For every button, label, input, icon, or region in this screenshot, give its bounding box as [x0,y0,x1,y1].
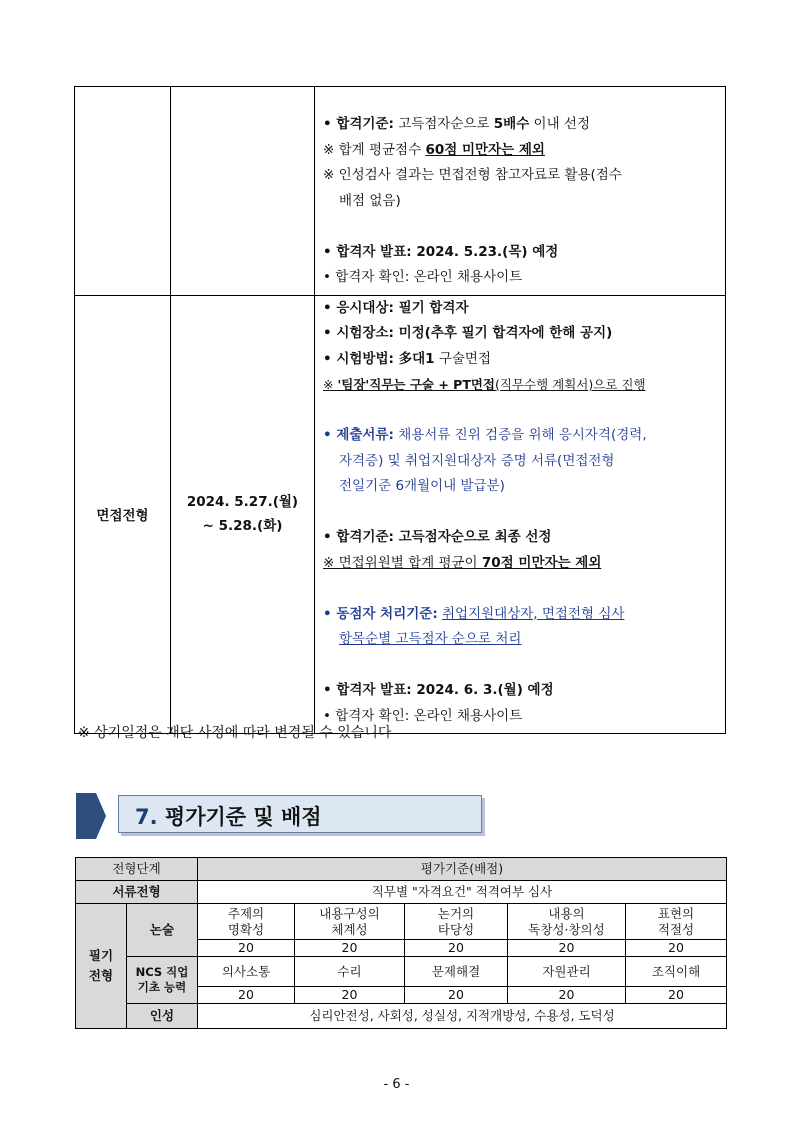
essay-item-4: 내용의 독창성·창의성 [508,904,626,940]
line-tie-break: • 동점자 처리기준: 취업지원대상자, 면접전형 심사 [323,605,625,622]
ncs-item-2: 수리 [295,957,405,987]
essay-score-5: 20 [626,940,727,957]
schedule-date-cell-empty [171,87,315,296]
schedule-note: ※ 상기일정은 재단 사정에 따라 변경될 수 있습니다 [78,725,392,741]
line-pass-criteria: • 합격기준: 고득점자순으로 5배수 이내 선정 [323,116,591,132]
line-tie-break-cont: 항목순별 고득점자 순으로 처리 [339,631,522,647]
doc-criteria: 직무별 "자격요건" 적격여부 심사 [198,881,727,904]
interview-date-cell [171,295,315,734]
header-criteria: 평가기준(배점) [198,858,727,881]
ncs-score-3: 20 [405,987,508,1004]
line-exclusion-note: ※ 합계 평균점수 60점 미만자는 제외 [323,141,545,158]
ncs-score-1: 20 [198,987,295,1004]
section-heading [135,801,322,831]
line-documents: • 제출서류: 채용서류 진위 검증을 위해 응시자격(경력, [323,427,647,443]
ncs-score-2: 20 [295,987,405,1004]
line-team-leader-note: ※ '팀장'직무는 구술 + PT면접(직무수행 계획서)으로 진행 [323,377,646,392]
essay-score-4: 20 [508,940,626,957]
line-announcement: • 합격자 발표: 2024. 5.23.(목) 예정 [323,243,559,260]
interview-date-line1: 2024. 5.27.(월) [186,494,299,511]
line-final-check: • 합격자 확인: 온라인 채용사이트 [323,707,523,724]
line-check-result: • 합격자 확인: 온라인 채용사이트 [323,269,523,285]
ncs-label: NCS 직업기초 능력 [127,957,198,1004]
ncs-score-5: 20 [626,987,727,1004]
written-stage: 필기 전형 [76,904,127,1029]
ncs-item-5: 조직이해 [626,957,727,987]
line-documents-cont1: 자격증) 및 취업지원대상자 증명 서류(면접전형 [339,452,615,469]
essay-item-1: 주제의 명확성 [198,904,295,940]
section-title: 평가기준 및 배점 [164,805,322,829]
line-interview-exclusion: ※ 면접위원별 합계 평균이 70점 미만자는 제외 [323,554,602,571]
line-location: • 시험장소: 미정(추후 필기 합격자에 한해 공지) [323,325,613,341]
essay-score-3: 20 [405,940,508,957]
evaluation-table [75,857,727,1029]
ncs-score-4: 20 [508,987,626,1004]
line-method: • 시험방법: 多대1 구술면접 [323,350,491,367]
interview-stage-cell: 면접전형 [75,295,171,734]
line-personality-note-cont: 배점 없음) [339,192,401,209]
schedule-stage-cell-empty [75,87,171,296]
essay-score-1: 20 [198,940,295,957]
essay-score-2: 20 [295,940,405,957]
page-number: - 6 - [383,1077,410,1092]
personality-criteria: 심리안전성, 사회성, 성실성, 지적개방성, 수용성, 도덕성 [198,1004,727,1029]
ncs-item-3: 문제해결 [405,957,508,987]
essay-label: 논술 [127,904,198,957]
line-personality-note: ※ 인성검사 결과는 면접전형 참고자료로 활용(점수 [323,167,622,183]
essay-item-5: 표현의 적절성 [626,904,727,940]
ncs-item-4: 자원관리 [508,957,626,987]
ncs-item-1: 의사소통 [198,957,295,987]
header-stage: 전형단계 [76,858,198,881]
section-arrow-icon [76,793,106,839]
schedule-table [74,86,726,734]
personality-label: 인성 [127,1004,198,1029]
doc-stage: 서류전형 [76,881,198,904]
interview-detail-cell [315,295,726,734]
essay-item-2: 내용구성의 체계성 [295,904,405,940]
written-result-cell [315,87,726,296]
section-heading-box [118,795,482,833]
essay-item-3: 논거의 타당성 [405,904,508,940]
interview-date-line2: ~ 5.28.(화) [202,518,283,535]
line-target: • 응시대상: 필기 합격자 [323,299,469,316]
line-final-criteria: • 합격기준: 고득점자순으로 최종 선정 [323,529,552,545]
section-number: 7. [135,805,158,829]
line-documents-cont2: 전일기준 6개월이내 발급분) [339,478,505,494]
line-final-announcement: • 합격자 발표: 2024. 6. 3.(월) 예정 [323,682,554,698]
